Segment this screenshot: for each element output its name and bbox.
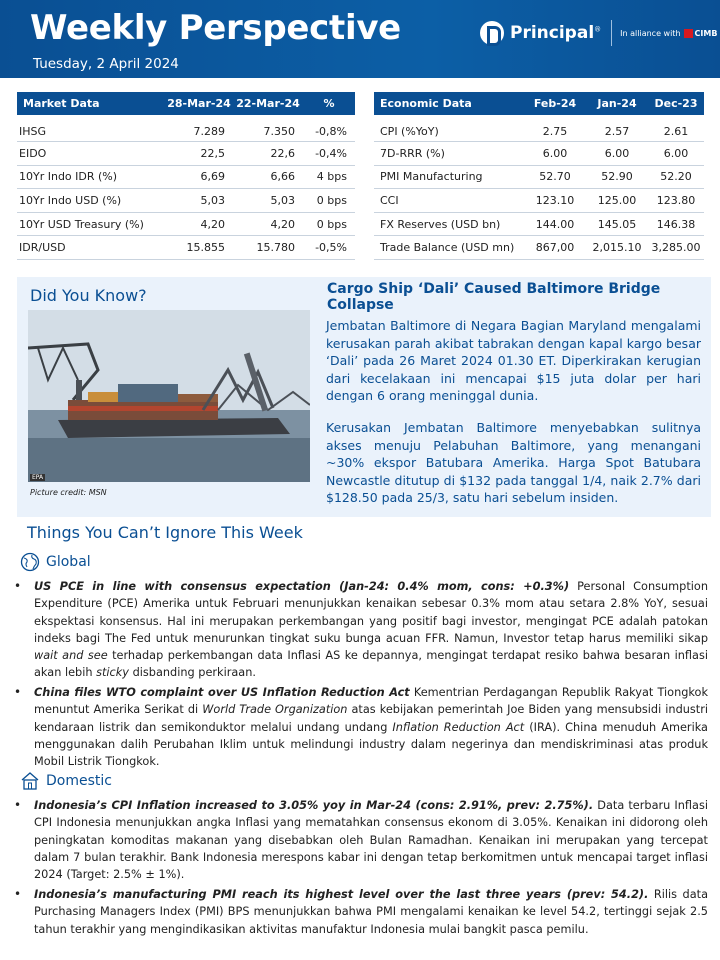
- news-body: Personal Consumption Expenditure (PCE) Amerika untuk Februari menunjukkan kenaikan sebesar 0.3% mom atau setara 2.8% YoY, sesuai ekspektasi konsensus. Hal ini merupakan perkembangan yang positif bagi investor, mengingat PCE adalah patokan indeks bagi The Fed untuk menurunkan tingkat suku bunga acuan FFR. Namun, Investor tetap harus memiliki sikap: [34, 580, 708, 645]
- table-cell: 22,5: [165, 142, 233, 166]
- home-icon: [20, 771, 40, 791]
- header-banner: [0, 0, 720, 78]
- alliance-partner: CIMB: [694, 28, 718, 38]
- table-row: [374, 142, 704, 166]
- cimb-logo-icon: [684, 29, 693, 38]
- table-cell: 125.00: [586, 189, 648, 213]
- article-title: Cargo Ship ‘Dali’ Caused Baltimore Bridge Collapse: [327, 281, 661, 313]
- table-row: [374, 189, 704, 213]
- row-label: PMI Manufacturing: [374, 165, 524, 189]
- table-cell: 52.70: [524, 165, 586, 189]
- table-cell: 4 bps: [303, 165, 355, 189]
- brand-divider: [611, 20, 612, 46]
- news-emphasis: wait and see: [34, 649, 108, 663]
- row-label: EIDO: [17, 142, 165, 166]
- table-cell: 867,00: [524, 236, 586, 260]
- table-cell: 145.05: [586, 212, 648, 236]
- table-cell: 15.855: [165, 236, 233, 260]
- table-row: [374, 118, 704, 142]
- did-you-know-panel: [17, 277, 711, 517]
- table-cell: 2,015.10: [586, 236, 648, 260]
- photo-agency-tag: EPA: [32, 474, 44, 481]
- bullet-marker: •: [14, 579, 22, 593]
- table-row: [17, 118, 355, 142]
- table-header-row: [17, 92, 355, 118]
- table-cell: 144.00: [524, 212, 586, 236]
- table-row: [17, 236, 355, 260]
- column-header: Jan-24: [586, 92, 648, 118]
- table-cell: 52.90: [586, 165, 648, 189]
- news-emphasis: Inflation Reduction Act: [392, 720, 525, 734]
- table-cell: 6.00: [524, 142, 586, 166]
- page-title: Weekly Perspective: [30, 8, 401, 48]
- column-header: 22-Mar-24: [233, 92, 303, 118]
- news-headline: Indonesia’s CPI Inflation increased to 3.05% yoy in Mar-24 (cons: 2.91%, prev: 2.75%).: [34, 799, 594, 812]
- table-cell: -0,5%: [303, 236, 355, 260]
- economic-data-table: [374, 92, 704, 260]
- table-row: [374, 212, 704, 236]
- table-row: [17, 165, 355, 189]
- photo-credit: Picture credit: MSN: [30, 488, 107, 497]
- table-cell: 5,03: [233, 189, 303, 213]
- table-cell: 3,285.00: [648, 236, 704, 260]
- bullet-marker: •: [14, 887, 22, 901]
- column-header: %: [303, 92, 355, 118]
- table-cell: 6,66: [233, 165, 303, 189]
- table-cell: 22,6: [233, 142, 303, 166]
- table-cell: 52.20: [648, 165, 704, 189]
- news-headline: Indonesia’s manufacturing PMI reach its highest level over the last three years (prev: 54.2).: [34, 888, 649, 901]
- table-row: [17, 189, 355, 213]
- table-row: [17, 142, 355, 166]
- brand-lockup: [480, 18, 717, 48]
- column-header: Dec-23: [648, 92, 704, 118]
- news-headline: US PCE in line with consensus expectation (Jan-24: 0.4% mom, cons: +0.3%): [34, 580, 570, 593]
- news-body: (IRA). China menuduh Amerika menggunakan dalih Perubahan Iklim untuk melindungi industry dalam negerinya dan mendiskriminasi atas produk Mobil Listrik Tiongkok.: [34, 720, 708, 769]
- news-body: Rilis data Purchasing Managers Index (PMI) BPS menunjukkan bahwa PMI mengalami kenaikan ke level 54.2, tertinggi sejak 2.5 tahun terakhir yang mengindikasikan aktivitas manufaktur Indonesia mulai bangkit pasca pemilu.: [34, 888, 708, 936]
- table-cell: 123.10: [524, 189, 586, 213]
- table-cell: 0 bps: [303, 212, 355, 236]
- news-body: Kementrian Perdagangan Republik Rakyat Tiongkok menuntut Amerika Serikat di: [34, 686, 708, 717]
- alliance-text: In alliance with: [620, 28, 681, 38]
- market-data-table: [17, 92, 355, 260]
- table-header-row: [374, 92, 704, 118]
- row-label: 7D-RRR (%): [374, 142, 524, 166]
- bullet-marker: •: [14, 685, 22, 699]
- section-heading: Things You Can’t Ignore This Week: [27, 523, 303, 542]
- row-label: 10Yr Indo IDR (%): [17, 165, 165, 189]
- column-header: Market Data: [17, 92, 165, 118]
- principal-logo-icon: [480, 21, 504, 45]
- table-cell: 6.00: [586, 142, 648, 166]
- table-cell: 15.780: [233, 236, 303, 260]
- news-bullet: [14, 684, 708, 770]
- row-label: Trade Balance (USD mn): [374, 236, 524, 260]
- table-cell: 5,03: [165, 189, 233, 213]
- bridge-collapse-photo: [28, 310, 310, 482]
- table-cell: 7.350: [233, 118, 303, 142]
- news-text: [34, 684, 708, 770]
- row-label: FX Reserves (USD bn): [374, 212, 524, 236]
- news-text: [34, 886, 708, 938]
- did-you-know-heading: Did You Know?: [30, 286, 147, 305]
- news-bullet: [14, 578, 708, 682]
- table-cell: 146.38: [648, 212, 704, 236]
- row-label: 10Yr Indo USD (%): [17, 189, 165, 213]
- global-subheading: [20, 552, 91, 572]
- row-label: IDR/USD: [17, 236, 165, 260]
- news-body: disbanding perkiraan.: [129, 666, 256, 680]
- table-cell: 4,20: [233, 212, 303, 236]
- row-label: IHSG: [17, 118, 165, 142]
- table-cell: 4,20: [165, 212, 233, 236]
- table-row: [17, 212, 355, 236]
- table-cell: -0,4%: [303, 142, 355, 166]
- domestic-label: Domestic: [46, 773, 112, 789]
- brand-name: Principal®: [510, 23, 602, 43]
- table-cell: -0,8%: [303, 118, 355, 142]
- bullet-marker: •: [14, 798, 22, 812]
- domestic-subheading: [20, 771, 112, 791]
- bridge-collapse-illustration: [28, 310, 310, 482]
- table-cell: 2.57: [586, 118, 648, 142]
- table-cell: 2.61: [648, 118, 704, 142]
- article-paragraph: Kerusakan Jembatan Baltimore menyebabkan sulitnya akses menuju Pelabuhan Baltimore, yang menangani ~30% ekspor Batubara Amerika. Harga Spot Batubara Newcastle ditutup di $132 pada tanggal 1/4, naik 2.7% dari $128.50 pada 25/3, satu hari sebelum insiden.: [326, 420, 701, 505]
- row-label: 10Yr USD Treasury (%): [17, 212, 165, 236]
- table-row: [374, 165, 704, 189]
- global-label: Global: [46, 554, 91, 570]
- table-cell: 123.80: [648, 189, 704, 213]
- table-row: [374, 236, 704, 260]
- table-cell: 0 bps: [303, 189, 355, 213]
- column-header: Feb-24: [524, 92, 586, 118]
- publish-date: Tuesday, 2 April 2024: [33, 56, 179, 72]
- row-label: CPI (%YoY): [374, 118, 524, 142]
- news-text: [34, 797, 708, 883]
- globe-icon: [20, 552, 40, 572]
- column-header: Economic Data: [374, 92, 524, 118]
- column-header: 28-Mar-24: [165, 92, 233, 118]
- row-label: CCI: [374, 189, 524, 213]
- news-emphasis: World Trade Organization: [202, 703, 348, 717]
- news-bullet: [14, 797, 708, 883]
- table-cell: 2.75: [524, 118, 586, 142]
- news-text: [34, 578, 708, 682]
- news-bullet: [14, 886, 708, 938]
- table-cell: 6,69: [165, 165, 233, 189]
- news-emphasis: sticky: [96, 666, 129, 680]
- news-body: terhadap perkembangan data Inflasi AS ke depannya, mengingat terdapat resiko bahwa besaran inflasi akan lebih: [34, 649, 708, 680]
- table-cell: 7.289: [165, 118, 233, 142]
- news-body: Data terbaru Inflasi CPI Indonesia menunjukkan angka Inflasi yang mematahkan consensus ekonom di 3.05%. Kenaikan ini didorong oleh peningkatan komoditas makanan yang disebabkan oleh Bulan Ramadhan. Kenaikan ini merupakan yang tercepat dalam 7 bulan terakhir. Bank Indonesia merespons kabar ini dengan tetap berkomitmen untuk mencapai target inflasi 2024 (Target: 2.5% ± 1%).: [34, 799, 708, 882]
- article-paragraph: Jembatan Baltimore di Negara Bagian Maryland mengalami kerusakan parah akibat tabrakan dengan kapal kargo besar ‘Dali’ pada 26 Maret 2024 01.30 ET. Diperkirakan kerugian dari kecelakaan ini mencapai $15 juta dolar per hari dengan 6 orang meninggal dunia.: [326, 318, 701, 403]
- news-headline: China files WTO complaint over US Inflation Reduction Act: [34, 686, 410, 699]
- table-cell: 6.00: [648, 142, 704, 166]
- news-body: atas kebijakan pemerintah Joe Biden yang mensubsidi industri kendaraan listrik dan semikonduktor melalui undang undang: [34, 703, 708, 734]
